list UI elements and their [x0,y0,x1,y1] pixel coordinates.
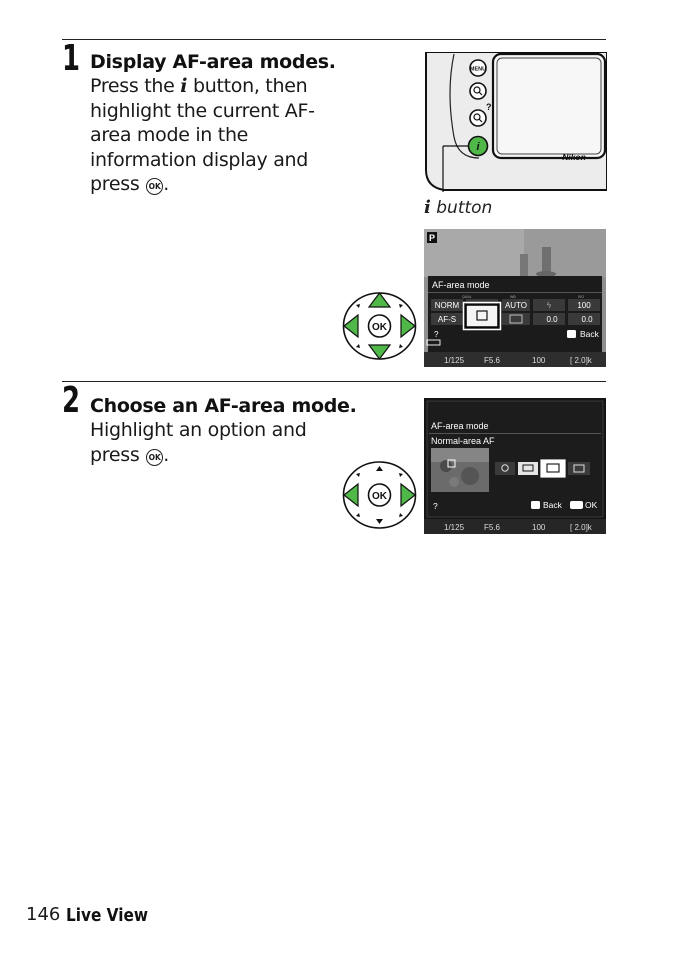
info-back-icon [567,330,576,338]
help-icon: ? [434,330,439,339]
menu-info-back-icon [531,501,540,509]
step-2-body-text-b: . [163,443,169,466]
menu-button-label: MENU [469,66,487,73]
zoom-in-button-icon [470,83,486,99]
step-1-body-text-a: Press the [90,75,175,97]
face-priority-af-icon [495,462,515,475]
page-number: 146 [26,904,61,925]
svg-text:OK: OK [372,491,387,502]
image-quality-value: NORM [434,301,460,310]
ok-button-glyph: OK [146,178,163,195]
camera-back-illustration [424,52,607,192]
menu-help-icon: ? [433,501,438,511]
info-header-qual: QUAL [462,295,472,299]
menu-back-label: Back [543,500,562,510]
af-area-selected-cell [466,305,498,327]
menu-status-shutter: 1/125 [444,523,465,532]
svg-text:OK: OK [372,322,387,333]
menu-panel-title: AF-area mode [431,421,489,431]
menu-ok-label: OK [585,500,598,510]
focus-mode-value: AF-S [437,315,457,324]
af-area-panel-title: AF-area mode [432,280,490,290]
info-button-caption-text: button [436,198,493,218]
iso-value: 100 [577,301,591,310]
svg-text:i: i [476,141,480,153]
wide-area-af-icon [518,462,538,475]
subject-tracking-af-icon [568,462,590,475]
exposure-comp-value: 0.0 [546,315,558,324]
menu-status-aperture: F5.6 [484,523,501,532]
menu-status-iso: 100 [532,523,546,532]
info-button-caption-glyph: i [424,197,431,218]
menu-status-remaining: [ 2.0]k [570,523,592,532]
zoom-out-button-icon [470,110,486,126]
ok-button-glyph-2: OK [146,449,163,466]
info-button-caption [424,197,492,218]
info-header-iso: ISO [578,295,585,299]
info-header-wb: WB [510,295,516,299]
step-2-body [90,418,330,467]
white-balance-value: AUTO [504,301,528,310]
menu-ok-icon [570,501,583,509]
af-area-mode-screen [424,398,606,534]
step-2-rule [62,381,606,382]
step-1-number: 1 [62,38,81,79]
information-display-screen [424,229,606,367]
step-1-rule [62,39,606,40]
menu-option-name: Normal-area AF [431,436,495,446]
step-2-title: Choose an AF-area mode. [90,395,357,417]
step-1-body-text-b: button, then highlight the current AF-area mode in the information display and press [90,75,315,195]
nikon-logo: Nikon [562,152,586,162]
flash-comp-value: 0.0 [581,315,593,324]
step-1-body [90,74,330,197]
info-button-glyph: i [180,75,188,97]
status-shutter: 1/125 [444,356,465,365]
step-2-number: 2 [62,380,81,421]
step-1-title: Display AF-area modes. [90,51,336,73]
status-remaining: [ 2.0]k [570,356,592,365]
status-aperture: F5.6 [484,356,501,365]
help-mark-label: ? [486,102,492,112]
shooting-mode-label: P [428,233,436,243]
flash-icon: ϟ [546,301,552,310]
multi-selector-illustration-2 [341,459,418,531]
back-label: Back [580,329,599,339]
step-2-body-text-a: Highlight an option and press [90,419,307,466]
multi-selector-illustration-1 [341,290,418,362]
normal-area-af-option [541,460,565,477]
section-title: Live View [66,905,148,926]
step-1-body-text-c: . [163,173,169,195]
status-iso: 100 [532,356,546,365]
